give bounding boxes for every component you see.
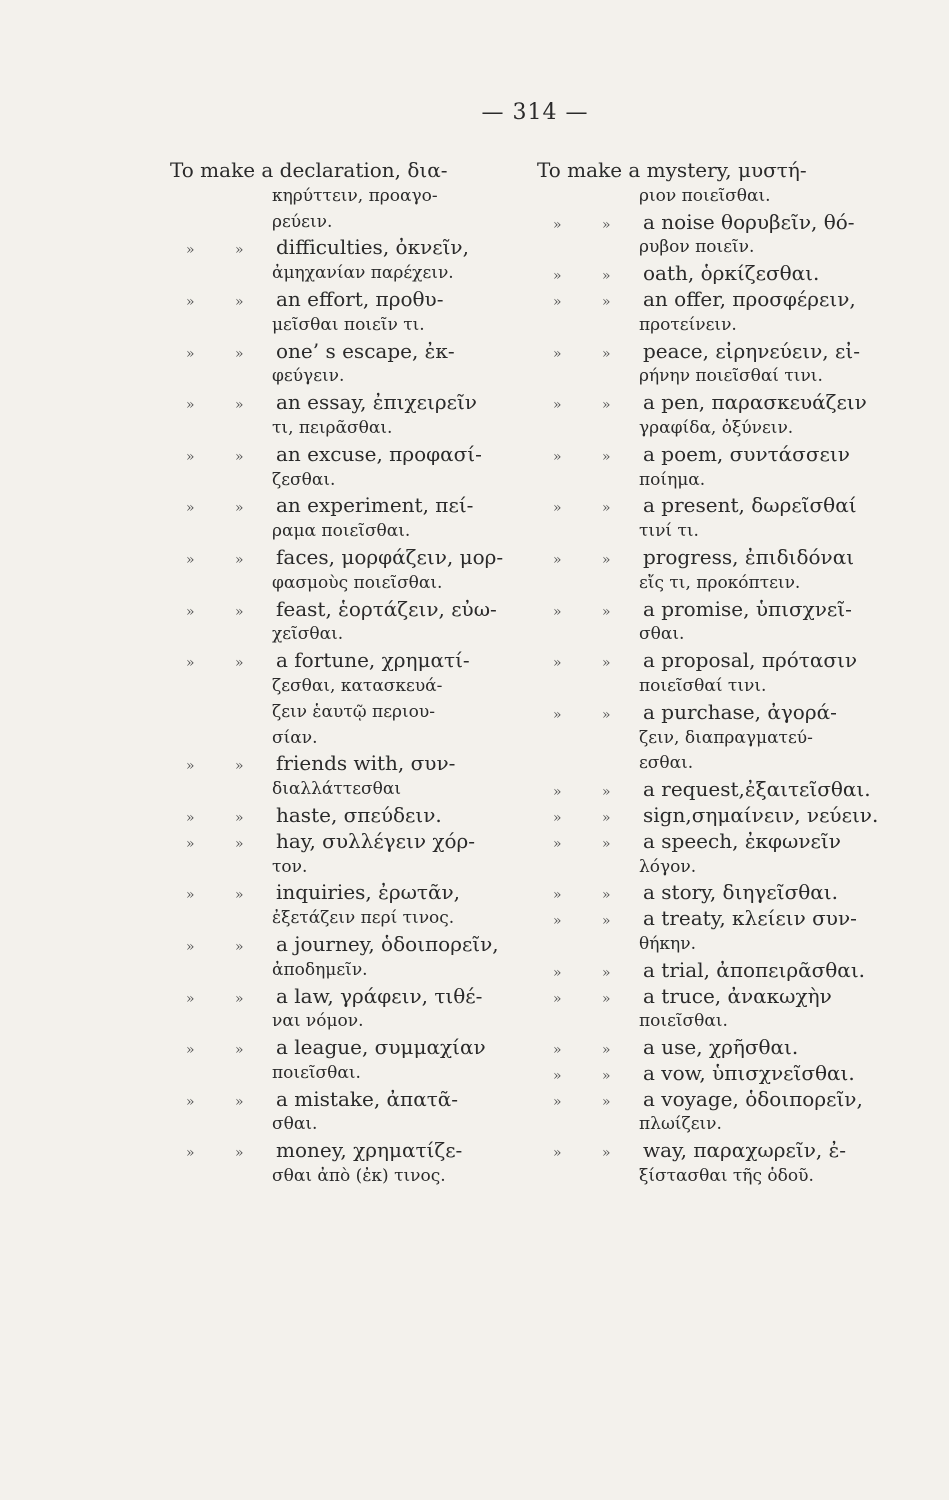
dictionary-entry bbox=[537, 442, 912, 494]
dictionary-entry bbox=[170, 1138, 545, 1190]
dictionary-entry bbox=[170, 829, 545, 881]
dictionary-entry bbox=[537, 158, 912, 210]
entry-line: To make a mystery, μυστή- bbox=[537, 158, 807, 182]
entry-line: λόγον. bbox=[639, 856, 697, 877]
dictionary-entry bbox=[537, 210, 912, 262]
dictionary-entry bbox=[537, 700, 912, 777]
dictionary-entry bbox=[170, 648, 545, 751]
dictionary-entry bbox=[537, 880, 912, 906]
dictionary-entry bbox=[537, 829, 912, 881]
dictionary-entry bbox=[537, 958, 912, 984]
entry-line: μεῖσθαι ποιεῖν τι. bbox=[272, 314, 425, 335]
ditto-mark: » » bbox=[186, 448, 262, 465]
entry-line: a mistake, ἀπατᾶ- bbox=[276, 1086, 459, 1111]
entry-line: ποιεῖσθαι. bbox=[639, 1011, 728, 1032]
entry-line: προτείνειν. bbox=[639, 314, 737, 335]
entry-line: χεῖσθαι. bbox=[272, 624, 344, 645]
entry-line: φεύγειν. bbox=[272, 366, 345, 387]
entry-line: an essay, ἐπιχειρεῖν bbox=[276, 390, 477, 415]
entry-line: πλωίζειν. bbox=[639, 1114, 722, 1135]
entry-line: a treaty, κλείειν συν- bbox=[643, 906, 857, 931]
dictionary-entry bbox=[537, 1138, 912, 1190]
entry-line: inquiries, ἐρωτᾶν, bbox=[276, 880, 461, 905]
dictionary-entry bbox=[170, 880, 545, 932]
ditto-mark: » » bbox=[553, 1093, 629, 1110]
dictionary-entry bbox=[170, 803, 545, 829]
entry-line: σίαν. bbox=[272, 727, 318, 748]
entry-line: ποιεῖσθαι. bbox=[272, 1062, 361, 1083]
dictionary-entry bbox=[537, 803, 912, 829]
entry-line: a truce, ἀνακωχὴν bbox=[643, 983, 832, 1008]
entry-line: hay, συλλέγειν χόρ- bbox=[276, 828, 476, 853]
entry-line: σθαι ἀπὸ (ἐκ) τινος. bbox=[272, 1166, 446, 1187]
dictionary-entry bbox=[170, 390, 545, 442]
entry-line: a league, συμμαχίαν bbox=[276, 1035, 486, 1060]
entry-line: ξίστασθαι τῆς ὁδοῦ. bbox=[639, 1166, 814, 1187]
entry-line: ριον ποιεῖσθαι. bbox=[639, 185, 771, 206]
entry-line: ζεσθαι. bbox=[272, 469, 336, 490]
ditto-mark: » » bbox=[553, 784, 629, 801]
ditto-mark: » » bbox=[186, 293, 262, 310]
dictionary-entry bbox=[170, 932, 545, 984]
dictionary-entry bbox=[170, 493, 545, 545]
entry-line: To make a declaration, δια- bbox=[170, 158, 448, 182]
dictionary-entry bbox=[170, 158, 545, 235]
ditto-mark: » » bbox=[553, 1145, 629, 1162]
ditto-mark: » » bbox=[186, 938, 262, 955]
ditto-mark: » » bbox=[553, 913, 629, 930]
ditto-mark: » » bbox=[553, 809, 629, 826]
dictionary-entry bbox=[537, 287, 912, 339]
ditto-mark: » » bbox=[553, 964, 629, 981]
ditto-mark: » » bbox=[186, 242, 262, 259]
entry-line: θήκην. bbox=[639, 933, 696, 954]
entry-line: an experiment, πεί- bbox=[276, 493, 474, 518]
entry-line: εἴς τι, προκόπτειν. bbox=[639, 572, 801, 593]
ditto-mark: » » bbox=[186, 809, 262, 826]
entry-line: way, παραχωρεῖν, ἐ- bbox=[643, 1138, 847, 1163]
entry-line: ἀποδημεῖν. bbox=[272, 959, 368, 980]
entry-line: a journey, ὁδοιπορεῖν, bbox=[276, 931, 499, 956]
entry-line: one’ s escape, ἐκ- bbox=[276, 338, 455, 363]
entry-line: ζειν, διαπραγματεύ- bbox=[639, 727, 813, 748]
ditto-mark: » » bbox=[553, 268, 629, 285]
entry-line: ρεύειν. bbox=[272, 211, 333, 232]
entry-line: a fortune, χρηματί- bbox=[276, 648, 470, 673]
dictionary-entry bbox=[537, 1061, 912, 1087]
entry-line: ποίημα. bbox=[639, 469, 706, 490]
dictionary-entry bbox=[537, 984, 912, 1036]
entry-line: a speech, ἐκφωνεῖν bbox=[643, 828, 841, 853]
dictionary-entry bbox=[537, 390, 912, 442]
entry-line: σθαι. bbox=[272, 1114, 318, 1135]
entry-line: a poem, συντάσσειν bbox=[643, 441, 850, 466]
entry-line: ραμα ποιεῖσθαι. bbox=[272, 521, 411, 542]
entry-line: ἀμηχανίαν παρέχειν. bbox=[272, 263, 454, 284]
ditto-mark: » » bbox=[553, 887, 629, 904]
dictionary-entry bbox=[537, 777, 912, 803]
ditto-mark: » » bbox=[186, 758, 262, 775]
entry-line: εσθαι. bbox=[639, 753, 694, 774]
entry-line: progress, ἐπιδιδόναι bbox=[643, 544, 855, 569]
dictionary-entry bbox=[170, 751, 545, 803]
entry-line: friends with, συν- bbox=[276, 751, 456, 776]
dictionary-entry bbox=[170, 287, 545, 339]
entry-line: a pen, παρασκευάζειν bbox=[643, 390, 867, 415]
ditto-mark: » » bbox=[553, 1042, 629, 1059]
entry-line: a request,ἐξαιτεῖσθαι. bbox=[643, 777, 871, 802]
ditto-mark: » » bbox=[186, 835, 262, 852]
ditto-mark: » » bbox=[553, 990, 629, 1007]
dictionary-entry bbox=[537, 906, 912, 958]
dictionary-entry bbox=[537, 493, 912, 545]
ditto-mark: » » bbox=[553, 655, 629, 672]
dictionary-entry bbox=[170, 984, 545, 1036]
dictionary-entry bbox=[537, 261, 912, 287]
dictionary-entry bbox=[537, 1087, 912, 1139]
entry-line: a use, χρῆσθαι. bbox=[643, 1035, 799, 1060]
dictionary-entry bbox=[537, 1035, 912, 1061]
ditto-mark: » » bbox=[186, 397, 262, 414]
ditto-mark: » » bbox=[553, 551, 629, 568]
dictionary-entry bbox=[170, 1035, 545, 1087]
dictionary-entry bbox=[170, 442, 545, 494]
entry-line: haste, σπεύδειν. bbox=[276, 802, 442, 827]
entry-line: ρυβον ποιεῖν. bbox=[639, 237, 755, 258]
ditto-mark: » » bbox=[553, 835, 629, 852]
ditto-mark: » » bbox=[553, 706, 629, 723]
entry-line: ναι νόμον. bbox=[272, 1011, 364, 1032]
entry-line: an excuse, προφασί- bbox=[276, 441, 482, 466]
entry-line: peace, εἰρηνεύειν, εἰ- bbox=[643, 338, 860, 363]
entry-line: a trial, ἀποπειρᾶσθαι. bbox=[643, 957, 866, 982]
ditto-mark: » » bbox=[553, 293, 629, 310]
entry-line: a voyage, ὁδοιπορεῖν, bbox=[643, 1086, 863, 1111]
entry-line: a proposal, πρότασιν bbox=[643, 648, 857, 673]
dictionary-entry bbox=[170, 597, 545, 649]
dictionary-entry bbox=[537, 545, 912, 597]
entry-line: τι, πειρᾶσθαι. bbox=[272, 417, 393, 438]
entry-line: a noise θορυβεῖν, θό- bbox=[643, 209, 855, 234]
ditto-mark: » » bbox=[553, 448, 629, 465]
entry-line: an effort, προθυ- bbox=[276, 286, 444, 311]
entry-line: τινί τι. bbox=[639, 521, 699, 542]
ditto-mark: » » bbox=[186, 1145, 262, 1162]
right-column bbox=[537, 158, 912, 1190]
entry-line: διαλλάττεσθαι bbox=[272, 779, 402, 800]
dictionary-entry bbox=[170, 1087, 545, 1139]
entry-line: ρήνην ποιεῖσθαί τινι. bbox=[639, 366, 823, 387]
ditto-mark: » » bbox=[186, 500, 262, 517]
entry-line: sign,σημαίνειν, νεύειν. bbox=[643, 802, 879, 827]
ditto-mark: » » bbox=[186, 655, 262, 672]
entry-line: difficulties, ὀκνεῖν, bbox=[276, 235, 469, 260]
page-number: — 314 — bbox=[481, 100, 589, 125]
entry-line: oath, ὁρκίζεσθαι. bbox=[643, 261, 820, 286]
entry-line: ζειν ἑαυτῷ περιου- bbox=[272, 701, 435, 722]
dictionary-entry bbox=[170, 235, 545, 287]
entry-line: ποιεῖσθαί τινι. bbox=[639, 675, 767, 696]
dictionary-entry bbox=[537, 648, 912, 700]
entry-line: feast, ἑορτάζειν, εὐω- bbox=[276, 596, 497, 621]
entry-line: φασμοὺς ποιεῖσθαι. bbox=[272, 572, 443, 593]
dictionary-entry bbox=[537, 339, 912, 391]
left-column bbox=[170, 158, 545, 1190]
entry-line: a vow, ὑπισχνεῖσθαι. bbox=[643, 1060, 855, 1085]
dictionary-entry bbox=[170, 545, 545, 597]
ditto-mark: » » bbox=[186, 1093, 262, 1110]
ditto-mark: » » bbox=[553, 397, 629, 414]
ditto-mark: » » bbox=[186, 603, 262, 620]
entry-line: γραφίδα, ὀξύνειν. bbox=[639, 417, 794, 438]
dictionary-entry bbox=[537, 597, 912, 649]
ditto-mark: » » bbox=[186, 1042, 262, 1059]
entry-line: σθαι. bbox=[639, 624, 685, 645]
entry-line: a promise, ὑπισχνεῖ- bbox=[643, 596, 852, 621]
entry-line: a purchase, ἀγορά- bbox=[643, 699, 837, 724]
entry-line: a story, διηγεῖσθαι. bbox=[643, 880, 838, 905]
entry-line: money, χρηματίζε- bbox=[276, 1138, 463, 1163]
entry-line: κηρύττειν, προαγο- bbox=[272, 185, 438, 206]
ditto-mark: » » bbox=[186, 887, 262, 904]
entry-line: ζεσθαι, κατασκευά- bbox=[272, 675, 443, 696]
ditto-mark: » » bbox=[553, 500, 629, 517]
ditto-mark: » » bbox=[186, 551, 262, 568]
ditto-mark: » » bbox=[553, 1067, 629, 1084]
entry-line: ἐξετάζειν περί τινος. bbox=[272, 908, 455, 929]
entry-line: a law, γράφειν, τιθέ- bbox=[276, 983, 483, 1008]
dictionary-entry bbox=[170, 339, 545, 391]
ditto-mark: » » bbox=[553, 345, 629, 362]
ditto-mark: » » bbox=[186, 345, 262, 362]
ditto-mark: » » bbox=[553, 216, 629, 233]
entry-line: an offer, προσφέρειν, bbox=[643, 286, 856, 311]
entry-line: faces, μορφάζειν, μορ- bbox=[276, 544, 504, 569]
ditto-mark: » » bbox=[186, 990, 262, 1007]
entry-line: a present, δωρεῖσθαί bbox=[643, 493, 857, 518]
ditto-mark: » » bbox=[553, 603, 629, 620]
entry-line: τον. bbox=[272, 856, 308, 877]
